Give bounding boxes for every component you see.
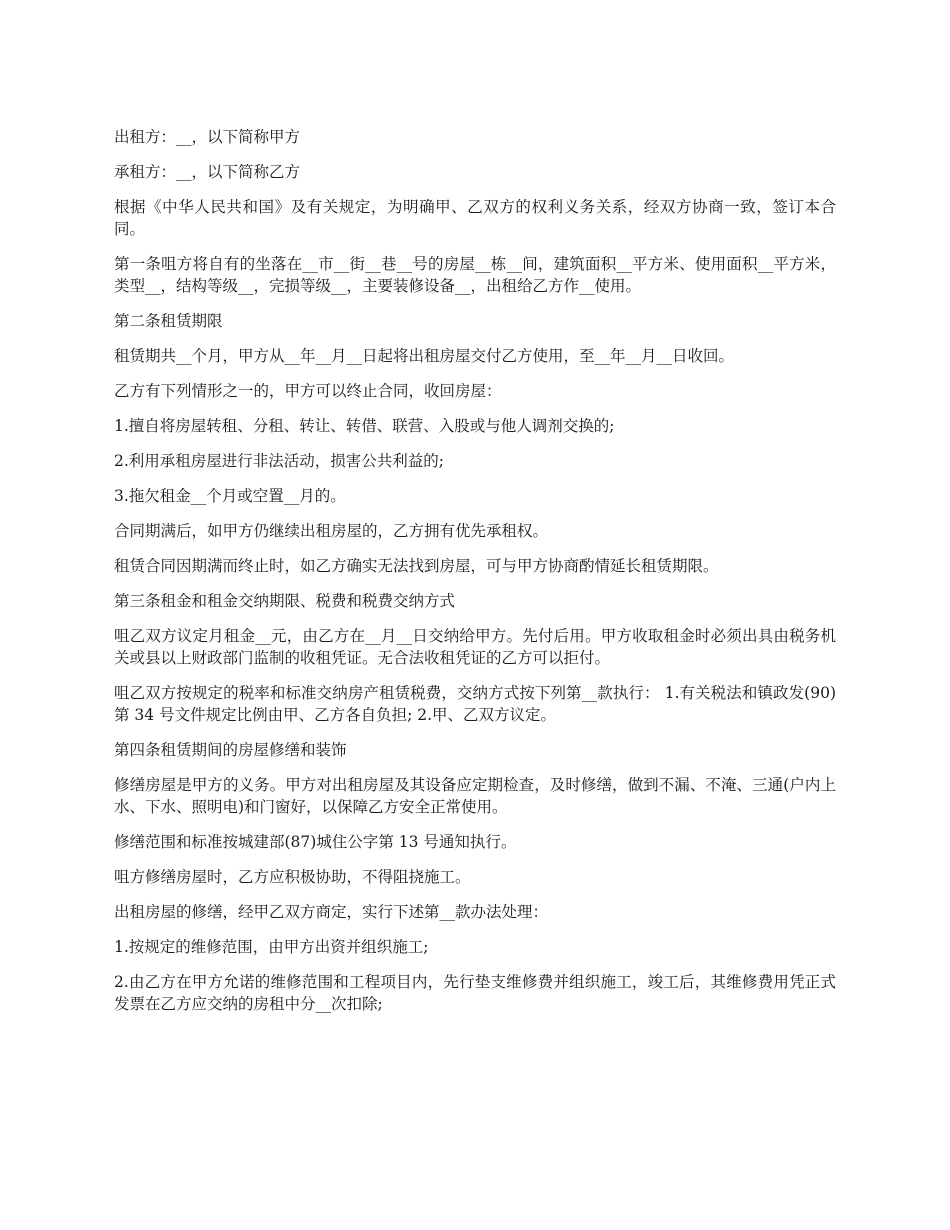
paragraph-repair-standard: 修缮范围和标准按城建部(87)城住公字第 13 号通知执行。: [114, 833, 517, 851]
paragraph-preamble: 根据《中华人民共和国》及有关规定，为明确甲、乙双方的权利义务关系，经双方协商一致，签订本合同。: [114, 198, 836, 238]
paragraph-tax-fees: 咀乙双方按规定的税率和标准交纳房产租赁税费，交纳方式按下列第__款执行： 1.有关税法和镇政发(90)第 34 号文件规定比例由甲、乙方各自负担; 2.甲、乙双方议定。: [114, 684, 836, 724]
paragraph-lessee: 承租方：__，以下简称乙方: [114, 163, 301, 181]
paragraph-lease-term: 租赁期共__个月，甲方从__年__月__日起将出租房屋交付乙方使用，至__年__月__日收回。: [114, 347, 735, 365]
heading-article-4: 第四条租赁期间的房屋修缮和装饰: [114, 741, 347, 759]
paragraph-repair-duty: 修缮房屋是甲方的义务。甲方对出租房屋及其设备应定期检查，及时修缮，做到不漏、不淹、三通(户内上水、下水、照明电)和门窗好，以保障乙方安全正常使用。: [114, 776, 836, 816]
list-item-repair-2: 2.由乙方在甲方允诺的维修范围和工程项目内，先行垫支维修费并组织施工，竣工后，其维修费用凭正式发票在乙方应交纳的房租中分__次扣除;: [114, 973, 836, 1013]
list-item-termination-2: 2.利用承租房屋进行非法活动，损害公共利益的;: [114, 452, 445, 470]
paragraph-termination-conditions: 乙方有下列情形之一的，甲方可以终止合同，收回房屋：: [114, 382, 502, 400]
list-item-termination-3: 3.拖欠租金__个月或空置__月的。: [114, 487, 346, 505]
paragraph-article-1: 第一条咀方将自有的坐落在__市__街__巷__号的房屋__栋__间，建筑面积__平方米、使用面积__平方米，类型__，结构等级__，完损等级__，主要装修设备__，出租给乙方作__使用。: [114, 255, 836, 295]
paragraph-repair-method: 出租房屋的修缮，经甲乙双方商定，实行下述第__款办法处理：: [114, 903, 549, 921]
paragraph-repair-cooperation: 咀方修缮房屋时，乙方应积极协助，不得阻挠施工。: [114, 868, 471, 886]
list-item-termination-1: 1.擅自将房屋转租、分租、转让、转借、联营、入股或与他人调剂交换的;: [114, 417, 615, 435]
heading-article-3: 第三条租金和租金交纳期限、税费和税费交纳方式: [114, 592, 456, 610]
list-item-repair-1: 1.按规定的维修范围，由甲方出资并组织施工;: [114, 938, 429, 956]
paragraph-extension: 租赁合同因期满而终止时，如乙方确实无法找到房屋，可与甲方协商酌情延长租赁期限。: [114, 557, 719, 575]
heading-article-2: 第二条租赁期限: [114, 312, 223, 330]
paragraph-priority-renewal: 合同期满后，如甲方仍继续出租房屋的，乙方拥有优先承租权。: [114, 522, 549, 540]
paragraph-lessor: 出租方：__，以下简称甲方: [114, 128, 301, 146]
paragraph-rent-amount: 咀乙双方议定月租金__元，由乙方在__月__日交纳给甲方。先付后用。甲方收取租金时必须出具由税务机关或县以上财政部门监制的收租凭证。无合法收租凭证的乙方可以拒付。: [114, 627, 836, 667]
